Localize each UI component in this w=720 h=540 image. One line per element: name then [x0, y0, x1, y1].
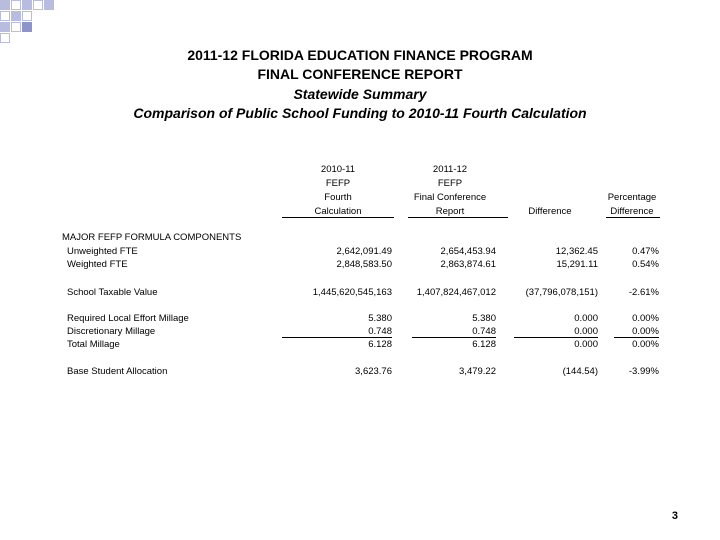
value-percentage: 0.00% — [632, 313, 659, 324]
value-2011-12: 5.380 — [472, 313, 496, 324]
value-2010-11: 1,445,620,545,163 — [312, 287, 392, 298]
value-2011-12: 1,407,824,467,012 — [416, 287, 496, 298]
value-2011-12: 0.748 — [472, 326, 496, 337]
value-difference: 12,362.45 — [555, 246, 598, 257]
value-percentage: -3.99% — [628, 366, 659, 377]
value-2010-11: 2,642,091.49 — [336, 246, 392, 257]
value-percentage: 0.47% — [632, 246, 659, 257]
header-underline — [408, 217, 508, 218]
value-difference: 15,291.11 — [556, 259, 598, 270]
column-header-text: 2011-12 — [432, 164, 468, 175]
value-2010-11: 5.380 — [368, 313, 392, 324]
report-title-line-1: 2011-12 FLORIDA EDUCATION FINANCE PROGRAM — [187, 47, 533, 63]
section-label: MAJOR FEFP FORMULA COMPONENTS — [62, 232, 242, 243]
value-2011-12: 3,479.22 — [459, 366, 496, 377]
value-difference: 0.000 — [574, 339, 598, 350]
row-label: Discretionary Millage — [67, 326, 156, 337]
value-difference: 0.000 — [574, 313, 598, 324]
row-label: Base Student Allocation — [67, 366, 168, 377]
column-header-text: Final Conference — [413, 192, 487, 203]
report-title-line-3: Statewide Summary — [293, 86, 427, 102]
row-label: Total Millage — [67, 339, 120, 350]
page-number: 3 — [671, 510, 678, 522]
value-2011-12: 2,654,453.94 — [440, 246, 496, 257]
value-percentage: -2.61% — [628, 287, 659, 298]
column-header-2010-11 — [282, 163, 394, 219]
header-underline — [606, 217, 660, 218]
column-header-text: Report — [435, 206, 465, 217]
row-label: Required Local Effort Millage — [67, 313, 189, 324]
column-header-percentage-difference — [604, 191, 660, 219]
value-percentage: 0.54% — [632, 259, 659, 270]
header-underline — [282, 217, 394, 218]
column-header-text: Difference — [610, 206, 654, 217]
value-2010-11: 2,848,583.50 — [336, 259, 392, 270]
column-header-text: Calculation — [314, 206, 362, 217]
value-difference: (37,796,078,151) — [525, 287, 598, 298]
column-header-text: 2010-11 — [320, 164, 356, 175]
column-header-text: Difference — [528, 206, 572, 217]
column-header-2011-12 — [400, 163, 500, 219]
value-percentage: 0.00% — [632, 326, 659, 337]
report-title-line-2: FINAL CONFERENCE REPORT — [257, 66, 463, 82]
row-label: School Taxable Value — [67, 287, 158, 298]
corner-decoration — [0, 0, 60, 50]
value-difference: (144.54) — [562, 366, 598, 377]
value-2011-12: 6.128 — [472, 339, 496, 350]
column-header-text: FEFP — [325, 178, 351, 189]
row-label: Weighted FTE — [67, 259, 128, 270]
column-header-text: Percentage — [607, 192, 657, 203]
column-header-text: FEFP — [437, 178, 463, 189]
column-header-text: Fourth — [324, 192, 352, 203]
value-2010-11: 6.128 — [368, 339, 392, 350]
value-2010-11: 0.748 — [368, 326, 392, 337]
row-label: Unweighted FTE — [67, 246, 138, 257]
value-2011-12: 2,863,874.61 — [440, 259, 496, 270]
value-2010-11: 3,623.76 — [355, 366, 392, 377]
value-difference: 0.000 — [574, 326, 598, 337]
column-header-difference — [514, 205, 586, 219]
value-percentage: 0.00% — [632, 339, 659, 350]
report-title-line-4: Comparison of Public School Funding to 2010-11 Fourth Calculation — [133, 105, 587, 121]
